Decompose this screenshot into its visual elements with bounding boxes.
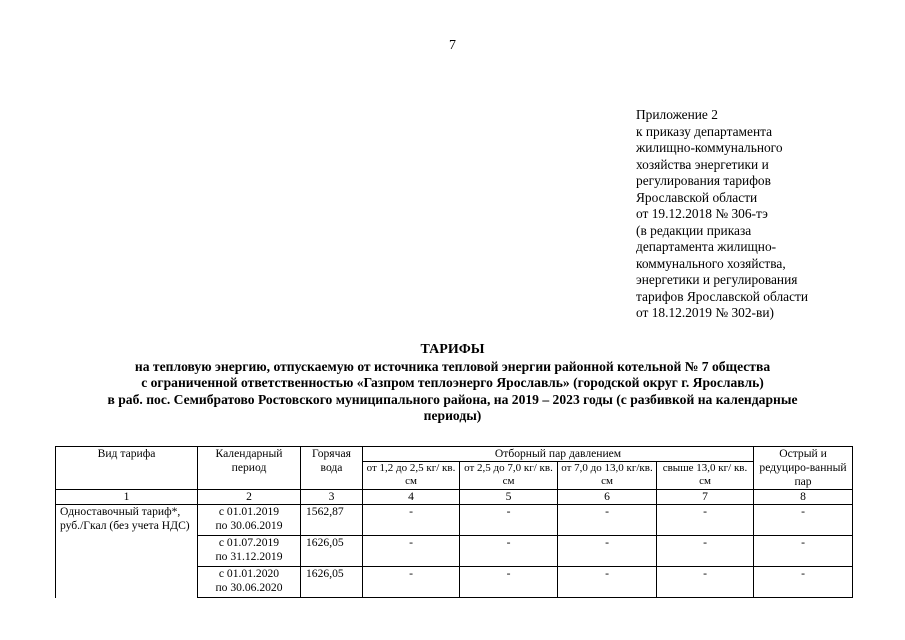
header-steam-2: от 2,5 до 7,0 кг/ кв. см: [460, 462, 558, 490]
steam-4-value: -: [657, 567, 754, 598]
title-line: периоды): [423, 408, 482, 424]
header-period: Календарный период: [198, 447, 301, 490]
title-line: на тепловую энергию, отпускаемую от источника тепловой энергии районной котельной № 7 общества: [134, 358, 771, 374]
title-main: ТАРИФЫ: [420, 342, 485, 357]
steam-3-value: -: [558, 505, 657, 536]
column-number: 7: [657, 490, 754, 505]
appendix-line: от 18.12.2019 № 302-ви): [636, 305, 774, 320]
period-to: по 31.12.2019: [215, 550, 283, 563]
header-steam-1: от 1,2 до 2,5 кг/ кв. см: [363, 462, 460, 490]
header-steam-3: от 7,0 до 13,0 кг/кв. см: [558, 462, 657, 490]
table-row: [56, 505, 853, 536]
appendix-line: Ярославской области: [636, 189, 758, 205]
hot-water-value: 1626,05: [301, 567, 363, 598]
steam-2-value: -: [460, 505, 558, 536]
appendix-line: (в редакции приказа: [636, 222, 752, 238]
steam-1-value: -: [363, 505, 460, 536]
header-tariff-type: Вид тарифа: [56, 447, 198, 490]
appendix-line: от 19.12.2018 № 306-тэ: [636, 206, 768, 221]
header-sharp-steam: Острый и редуциро-ванный пар: [754, 447, 853, 490]
title-line: с ограниченной ответственностью «Газпром теплоэнерго Ярославль» (городской округ г. Ярославль): [141, 375, 764, 391]
appendix-line: регулирования тарифов: [636, 173, 771, 188]
appendix-line: департамента жилищно-: [636, 239, 777, 254]
header-steam-4: свыше 13,0 кг/ кв. см: [657, 462, 754, 490]
steam-1-value: -: [363, 567, 460, 598]
sharp-steam-value: -: [754, 505, 853, 536]
period-cell: [198, 536, 301, 567]
period-to: по 30.06.2019: [215, 519, 283, 532]
header-row: [56, 447, 853, 462]
header-steam-group: Отборный пар давлением: [363, 447, 754, 462]
page-number: 7: [449, 38, 456, 53]
period-from: с 01.01.2020: [218, 567, 280, 580]
appendix-line: к приказу департамента: [636, 123, 773, 139]
document-title: [30, 342, 875, 425]
steam-2-value: -: [460, 567, 558, 598]
title-line: в раб. пос. Семибратово Ростовского муниципального района, на 2019 – 2023 годы (с разбивкой на календарные: [107, 391, 798, 407]
column-number-row: [56, 490, 853, 505]
tariff-name: Одноставочный тариф*, руб./Гкал (без учета НДС): [56, 505, 198, 598]
appendix-line: тарифов Ярославской области: [636, 288, 809, 304]
appendix-line: коммунального хозяйства,: [636, 255, 786, 271]
steam-3-value: -: [558, 536, 657, 567]
steam-3-value: -: [558, 567, 657, 598]
steam-4-value: -: [657, 505, 754, 536]
appendix-line: хозяйства энергетики и: [636, 156, 769, 172]
column-number: 4: [363, 490, 460, 505]
sharp-steam-value: -: [754, 567, 853, 598]
period-cell: [198, 567, 301, 598]
steam-4-value: -: [657, 536, 754, 567]
column-number: 2: [198, 490, 301, 505]
column-number: 3: [301, 490, 363, 505]
appendix-line: жилищно-коммунального: [636, 140, 783, 155]
steam-1-value: -: [363, 536, 460, 567]
header-hot-water: Горячая вода: [301, 447, 363, 490]
appendix-line: энергетики и регулирования: [636, 272, 798, 287]
steam-2-value: -: [460, 536, 558, 567]
hot-water-value: 1562,87: [301, 505, 363, 536]
period-from: с 01.07.2019: [218, 536, 280, 549]
appendix-line: Приложение 2: [636, 107, 718, 122]
period-from: с 01.01.2019: [218, 505, 280, 518]
column-number: 1: [56, 490, 198, 505]
tariff-table: [55, 446, 853, 598]
appendix-block: [636, 107, 876, 322]
period-to: по 30.06.2020: [215, 581, 283, 594]
column-number: 6: [558, 490, 657, 505]
hot-water-value: 1626,05: [301, 536, 363, 567]
period-cell: [198, 505, 301, 536]
sharp-steam-value: -: [754, 536, 853, 567]
column-number: 8: [754, 490, 853, 505]
column-number: 5: [460, 490, 558, 505]
